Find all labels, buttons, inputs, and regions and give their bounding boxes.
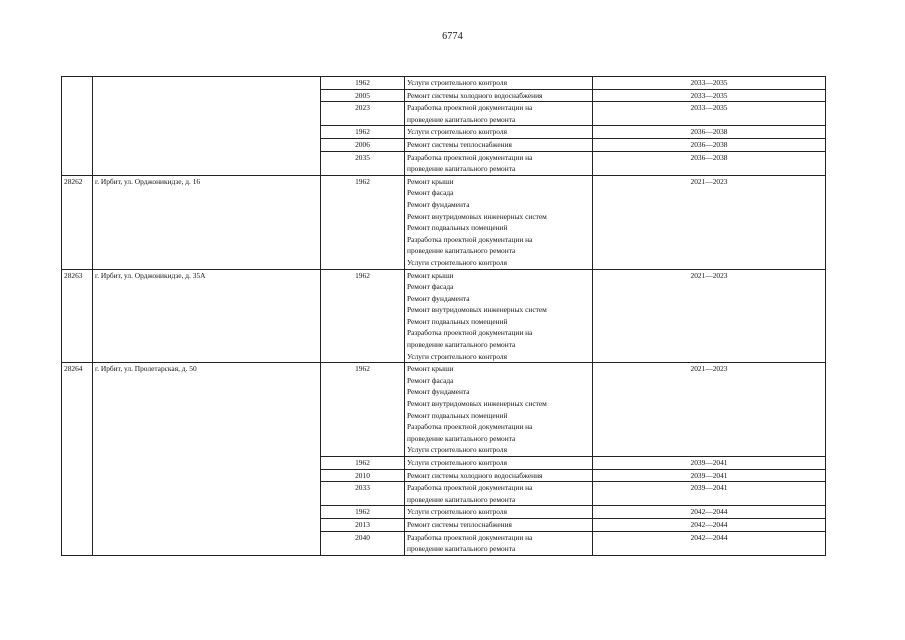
work-item: Разработка проектной документации на bbox=[407, 103, 533, 113]
period-cell: 2036—2038 bbox=[593, 151, 826, 175]
building-address-cell: г. Ирбит, ул. Орджоникидзе, д. 16 bbox=[93, 175, 321, 269]
year-cell: 1962 bbox=[321, 457, 405, 470]
work-item: Ремонт крыши bbox=[407, 176, 454, 186]
work-item: проведение капитального ремонта bbox=[407, 433, 516, 443]
work-type-cell bbox=[405, 531, 593, 555]
period-cell: 2039—2041 bbox=[593, 482, 826, 506]
repair-schedule-table bbox=[61, 76, 826, 556]
period-cell: 2042—2044 bbox=[593, 518, 826, 531]
year-cell: 2005 bbox=[321, 89, 405, 102]
table-row bbox=[62, 175, 826, 269]
work-item: проведение капитального ремонта bbox=[407, 494, 516, 504]
work-item: Ремонт внутридомовых инженерных систем bbox=[407, 305, 547, 315]
page-number: 6774 bbox=[442, 31, 463, 42]
work-type-cell bbox=[405, 506, 593, 519]
work-type-cell bbox=[405, 363, 593, 457]
year-cell: 2035 bbox=[321, 151, 405, 175]
building-address-cell: г. Ирбит, ул. Орджоникидзе, д. 35А bbox=[93, 269, 321, 363]
work-item: Ремонт подвальных помещений bbox=[407, 223, 508, 233]
work-item: Разработка проектной документации на bbox=[407, 422, 533, 432]
year-cell: 1962 bbox=[321, 175, 405, 269]
work-item: проведение капитального ремонта bbox=[407, 246, 516, 256]
work-item: Ремонт подвальных помещений bbox=[407, 410, 508, 420]
work-item: Услуги строительного контроля bbox=[407, 351, 507, 361]
work-item: Услуги строительного контроля bbox=[407, 507, 507, 517]
year-cell: 1962 bbox=[321, 126, 405, 139]
building-id-cell: 28264 bbox=[62, 363, 93, 556]
work-item: Услуги строительного контроля bbox=[407, 458, 507, 467]
period-cell: 2033—2035 bbox=[593, 102, 826, 126]
period-cell: 2036—2038 bbox=[593, 126, 826, 139]
period-cell: 2042—2044 bbox=[593, 506, 826, 519]
year-cell: 1962 bbox=[321, 506, 405, 519]
work-item: Услуги строительного контроля bbox=[407, 78, 507, 87]
building-id-cell bbox=[62, 77, 93, 176]
year-cell: 1962 bbox=[321, 269, 405, 363]
table-row bbox=[62, 77, 826, 90]
work-item: Ремонт фундамента bbox=[407, 293, 470, 303]
work-item: проведение капитального ремонта bbox=[407, 340, 516, 350]
work-item: проведение капитального ремонта bbox=[407, 164, 516, 174]
work-type-cell bbox=[405, 457, 593, 470]
building-id-cell: 28263 bbox=[62, 269, 93, 363]
year-cell: 2010 bbox=[321, 469, 405, 482]
period-cell: 2033—2035 bbox=[593, 77, 826, 90]
work-item: Услуги строительного контроля bbox=[407, 257, 507, 267]
work-item: Разработка проектной документации на bbox=[407, 152, 533, 162]
period-cell: 2042—2044 bbox=[593, 531, 826, 555]
work-item: Ремонт подвальных помещений bbox=[407, 316, 508, 326]
period-cell: 2021—2023 bbox=[593, 175, 826, 269]
period-cell: 2039—2041 bbox=[593, 457, 826, 470]
work-item: Ремонт внутридомовых инженерных систем bbox=[407, 399, 547, 409]
table-row bbox=[62, 269, 826, 363]
work-item: Услуги строительного контроля bbox=[407, 445, 507, 455]
year-cell: 1962 bbox=[321, 363, 405, 457]
work-type-cell bbox=[405, 175, 593, 269]
work-item: Разработка проектной документации на bbox=[407, 234, 533, 244]
year-cell: 2033 bbox=[321, 482, 405, 506]
work-type-cell bbox=[405, 89, 593, 102]
work-item: Ремонт фасада bbox=[407, 188, 454, 198]
work-item: Ремонт фасада bbox=[407, 282, 454, 292]
period-cell: 2033—2035 bbox=[593, 89, 826, 102]
work-type-cell bbox=[405, 269, 593, 363]
period-cell: 2039—2041 bbox=[593, 469, 826, 482]
year-cell: 2040 bbox=[321, 531, 405, 555]
table-row bbox=[62, 363, 826, 457]
work-item: Услуги строительного контроля bbox=[407, 127, 507, 137]
year-cell: 1962 bbox=[321, 77, 405, 90]
work-type-cell bbox=[405, 77, 593, 90]
work-item: Ремонт внутридомовых инженерных систем bbox=[407, 211, 547, 221]
work-item: Ремонт системы теплоснабжения bbox=[407, 139, 512, 149]
year-cell: 2023 bbox=[321, 102, 405, 126]
work-item: Ремонт системы теплоснабжения bbox=[407, 519, 512, 529]
work-item: Ремонт фундамента bbox=[407, 387, 470, 397]
work-item: проведение капитального ремонта bbox=[407, 544, 516, 554]
work-type-cell bbox=[405, 151, 593, 175]
work-item: проведение капитального ремонта bbox=[407, 114, 516, 124]
repair-schedule-body bbox=[62, 77, 826, 556]
period-cell: 2036—2038 bbox=[593, 138, 826, 151]
work-item: Ремонт фасада bbox=[407, 375, 454, 385]
work-type-cell bbox=[405, 469, 593, 482]
work-type-cell bbox=[405, 482, 593, 506]
year-cell: 2006 bbox=[321, 138, 405, 151]
building-id-cell: 28262 bbox=[62, 175, 93, 269]
work-item: Ремонт системы холодного водоснабжения bbox=[407, 90, 543, 100]
period-cell: 2021—2023 bbox=[593, 363, 826, 457]
work-item: Разработка проектной документации на bbox=[407, 483, 533, 493]
work-type-cell bbox=[405, 138, 593, 151]
work-type-cell bbox=[405, 102, 593, 126]
work-type-cell bbox=[405, 126, 593, 139]
work-type-cell bbox=[405, 518, 593, 531]
work-item: Разработка проектной документации на bbox=[407, 328, 533, 338]
work-item: Ремонт крыши bbox=[407, 364, 454, 374]
period-cell: 2021—2023 bbox=[593, 269, 826, 363]
work-item: Ремонт крыши bbox=[407, 270, 454, 280]
building-address-cell: г. Ирбит, ул. Пролетарская, д. 50 bbox=[93, 363, 321, 556]
work-item: Ремонт фундамента bbox=[407, 199, 470, 209]
year-cell: 2013 bbox=[321, 518, 405, 531]
work-item: Разработка проектной документации на bbox=[407, 532, 533, 542]
building-address-cell bbox=[93, 77, 321, 176]
work-item: Ремонт системы холодного водоснабжения bbox=[407, 470, 543, 480]
